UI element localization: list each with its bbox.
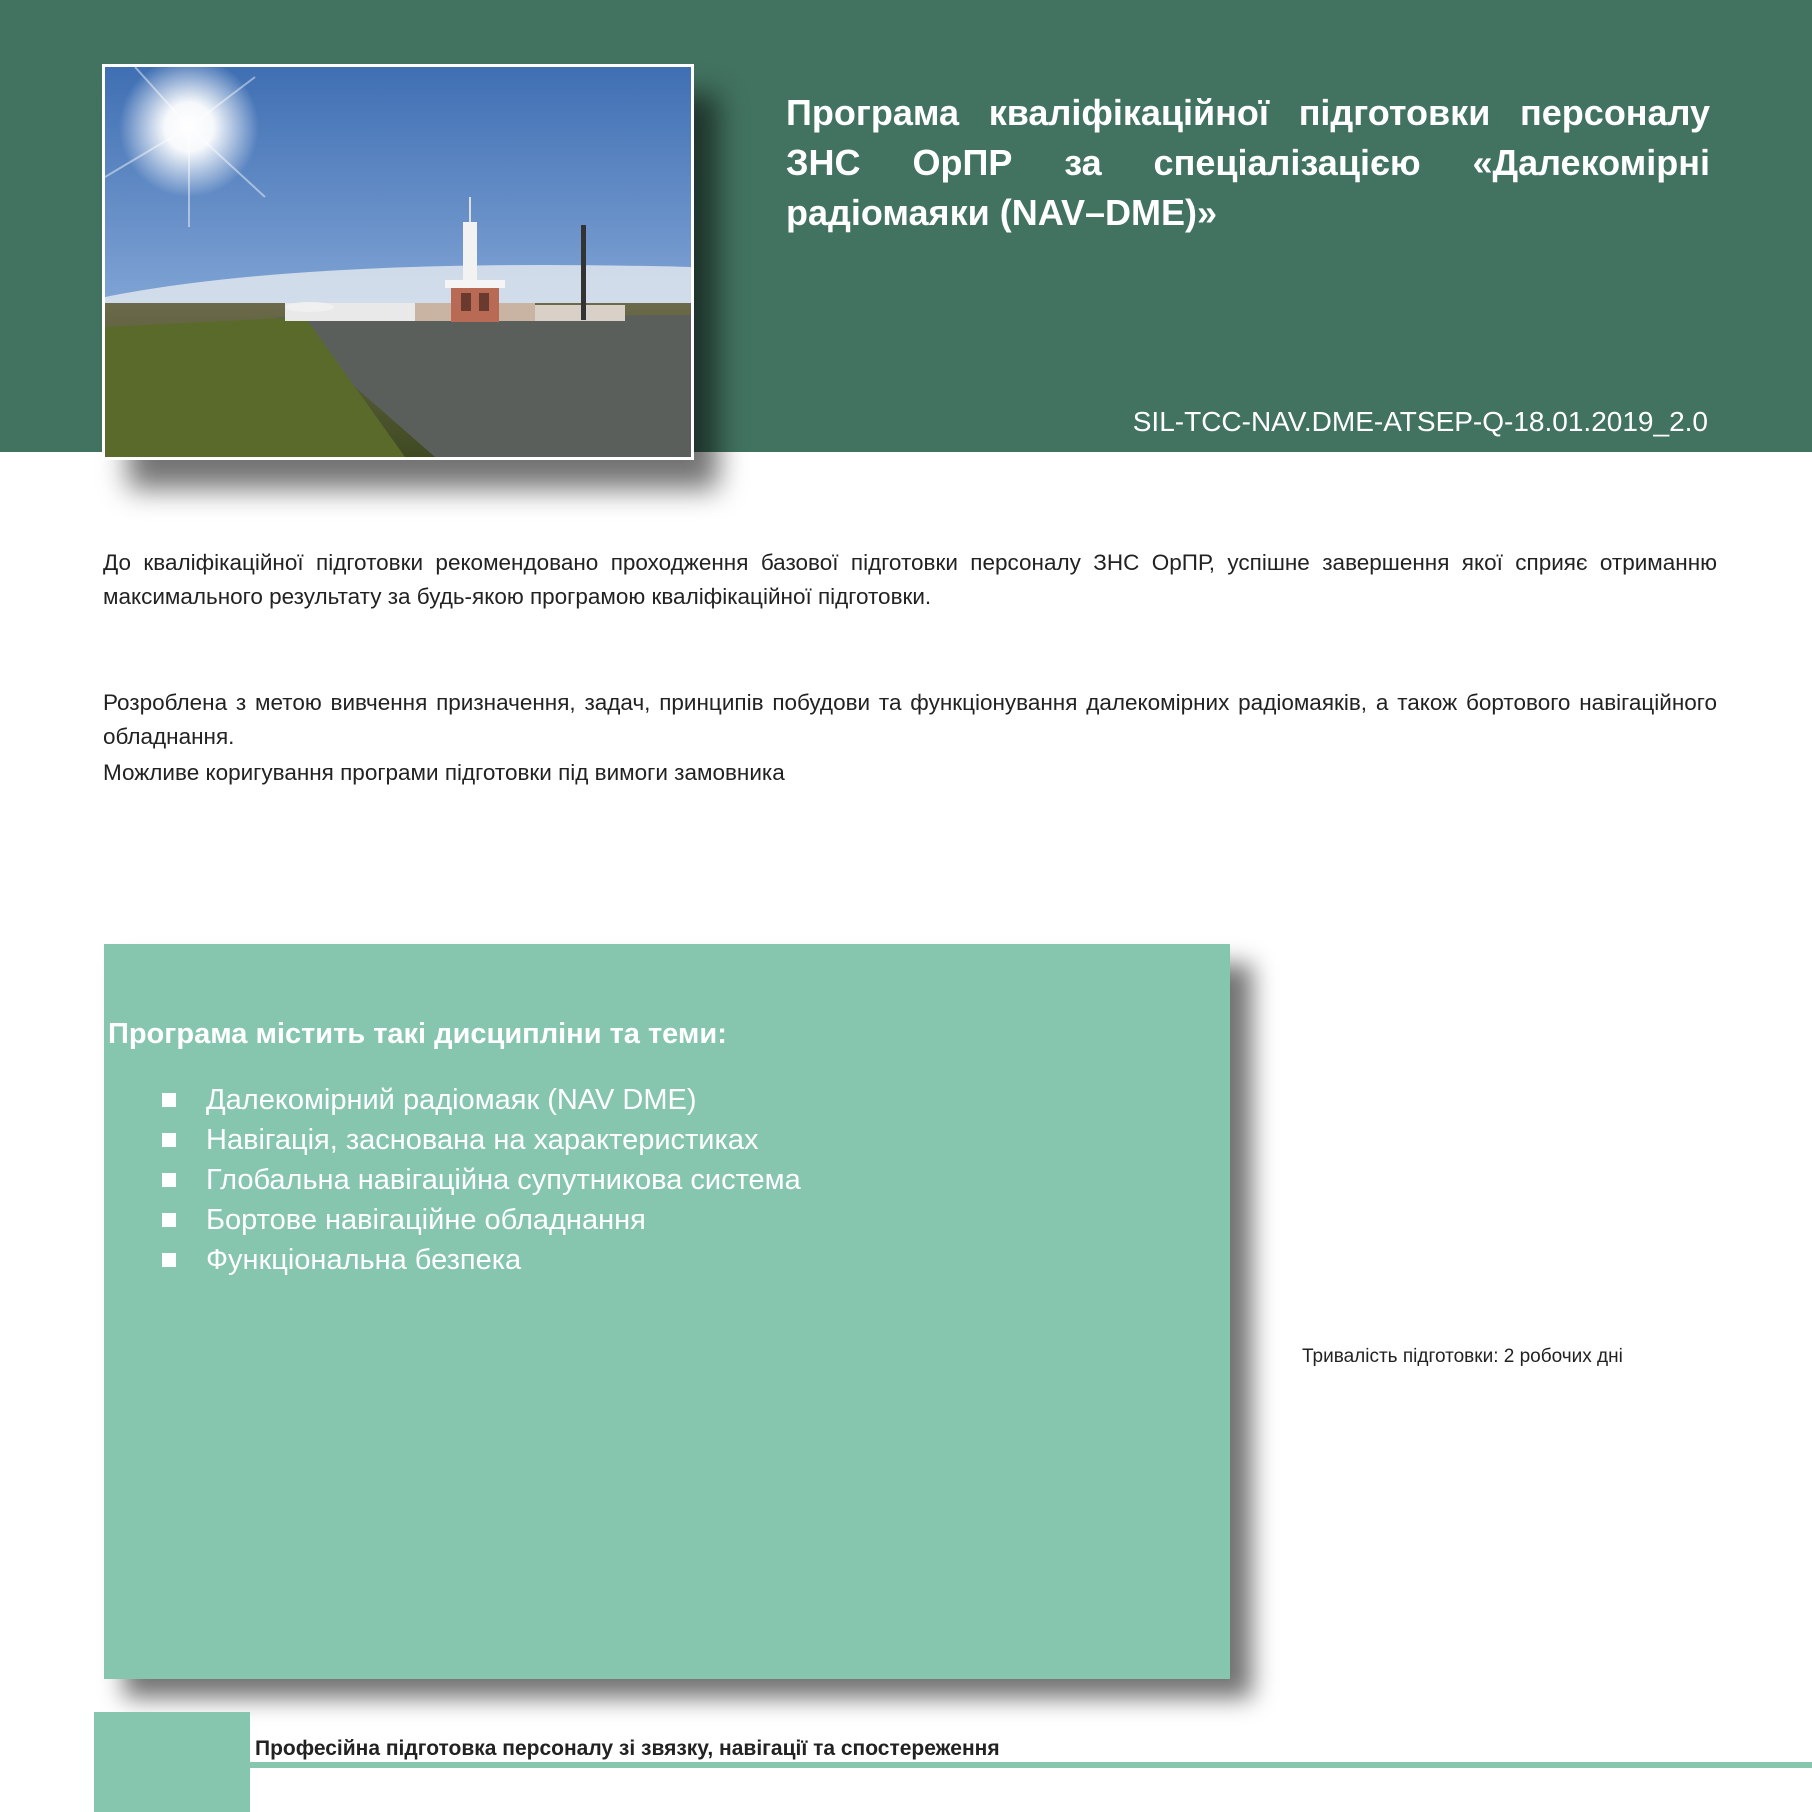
topic-label: Навігація, заснована на характеристиках bbox=[206, 1123, 759, 1156]
program-heading: Програма містить такі дисципліни та теми: bbox=[108, 1018, 727, 1050]
body-paragraph-customization: Можливе коригування програми підготовки під вимоги замовника bbox=[103, 760, 785, 785]
topic-list bbox=[162, 1080, 801, 1280]
document-title: Програма кваліфікаційної підготовки персоналу ЗНС ОрПР за спеціалізацією «Далекомірні радіомаяки (NAV–DME)» bbox=[786, 92, 1710, 233]
list-item bbox=[162, 1240, 801, 1280]
footer-accent-block bbox=[94, 1712, 250, 1812]
square-bullet-icon bbox=[162, 1093, 176, 1107]
body-paragraph-purpose: Розроблена з метою вивчення призначення, задач, принципів побудови та функціонування далекомірних радіомаяків, а також бортового навігаційного обладнання. bbox=[103, 690, 1717, 749]
square-bullet-icon bbox=[162, 1213, 176, 1227]
list-item bbox=[162, 1080, 801, 1120]
topic-label: Функціональна безпека bbox=[206, 1243, 522, 1276]
list-item bbox=[162, 1200, 801, 1240]
list-item bbox=[162, 1160, 801, 1200]
square-bullet-icon bbox=[162, 1133, 176, 1147]
footer-rule bbox=[250, 1762, 1812, 1768]
topic-label: Далекомірний радіомаяк (NAV DME) bbox=[206, 1083, 697, 1116]
square-bullet-icon bbox=[162, 1253, 176, 1267]
footer-text: Професійна підготовка персоналу зі звязку, навігації та спостереження bbox=[255, 1737, 1000, 1760]
training-duration: Тривалість підготовки: 2 робочих дні bbox=[1302, 1346, 1623, 1367]
header-photo bbox=[102, 64, 694, 460]
square-bullet-icon bbox=[162, 1173, 176, 1187]
airfield-dme-photo bbox=[105, 67, 691, 457]
topic-label: Глобальна навігаційна супутникова система bbox=[206, 1163, 801, 1196]
list-item bbox=[162, 1120, 801, 1160]
topic-label: Бортове навігаційне обладнання bbox=[206, 1203, 646, 1236]
body-paragraph-prerequisite: До кваліфікаційної підготовки рекомендовано проходження базової підготовки персоналу ЗНС ОрПР, успішне завершення якої сприяє отриманню максимального результату за будь-якою програмою кваліфікаційної підготовки. bbox=[103, 550, 1717, 609]
document-code: SIL-TCC-NAV.DME-ATSEP-Q-18.01.2019_2.0 bbox=[1132, 406, 1708, 437]
program-box bbox=[104, 944, 1230, 1679]
